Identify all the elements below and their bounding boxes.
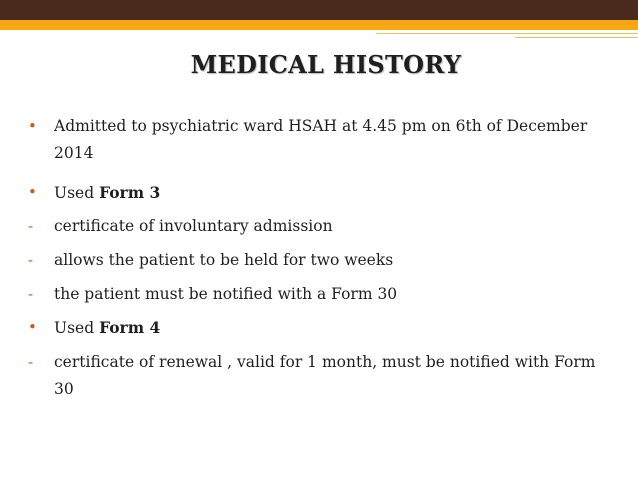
bullet-marker: • (28, 183, 37, 201)
form-label: Form 4 (99, 318, 161, 337)
dash-marker: - (28, 285, 34, 303)
dash-text: certificate of involuntary admission (54, 217, 333, 235)
bullet-text (54, 179, 602, 207)
dash-marker: - (28, 217, 34, 235)
bullet-text (54, 314, 602, 342)
bullet-marker: • (28, 318, 37, 336)
bullet-prefix: Used (54, 319, 95, 337)
bullet-prefix: Used (54, 184, 95, 202)
bullet-text: Admitted to psychiatric ward HSAH at 4.45 pm on 6th of December 2014 (54, 117, 588, 162)
dash-text: allows the patient to be held for two weeks (54, 251, 394, 269)
dash-marker: - (28, 251, 34, 269)
slide-title: MEDICAL HISTORY (190, 50, 462, 79)
dash-marker: - (28, 353, 34, 371)
form-label: Form 3 (99, 183, 161, 202)
dash-text: the patient must be notified with a Form 30 (54, 285, 398, 303)
dash-text: certificate of renewal , valid for 1 month, must be notified with Form 30 (54, 353, 596, 398)
bullet-marker: • (28, 117, 37, 135)
